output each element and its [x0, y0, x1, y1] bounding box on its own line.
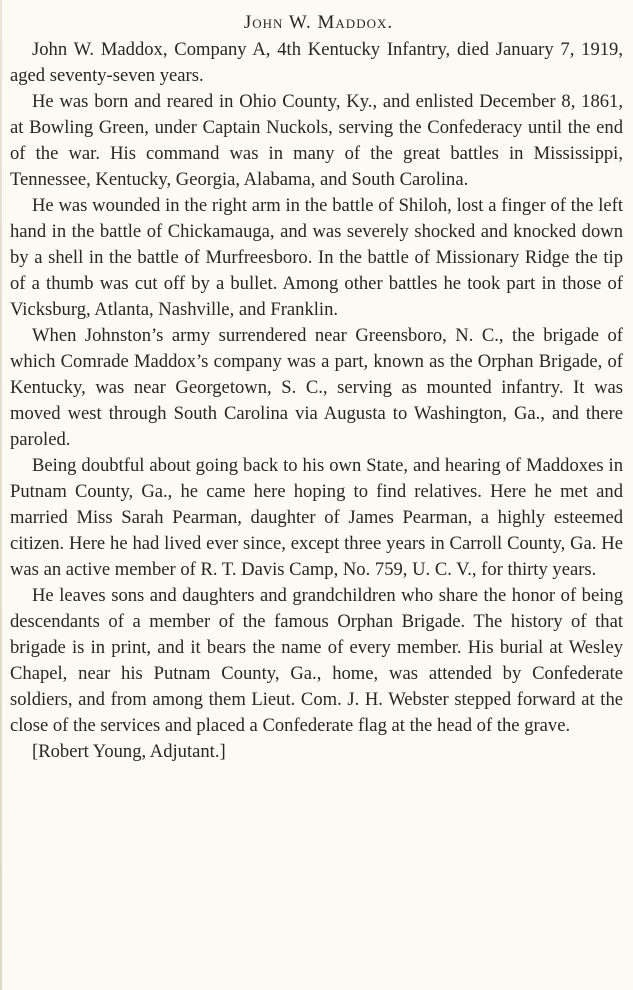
- paragraph-wounds: He was wounded in the right arm in the battle of Shiloh, lost a finger of the left hand in the battle of Chickamauga, and was severely shocked and knocked down by a shell in the battle of Murfreesboro. In the battle of Missionary Ridge the tip of a thumb was cut off by a bullet. Among other battles he took part in those of Vicksburg, Atlanta, Nashville, and Franklin.: [10, 195, 623, 320]
- paragraph-surrender: When Johnston’s army surrendered near Greensboro, N. C., the brigade of which Comrade Maddox’s company was a part, known as the Orphan Brigade, of Kentucky, was near Georgetown, S. C., serving as mounted infantry. It was moved west through South Carolina via Augusta to Washington, Ga., and there paroled.: [10, 325, 623, 450]
- paragraph-burial: He leaves sons and daughters and grandchildren who share the honor of being descendants of a member of the famous Orphan Brigade. The history of that brigade is in print, and it bears the name of every member. His burial at Wesley Chapel, near his Putnam County, Ga., home, was attended by Confederate soldiers, and from among them Lieut. Com. J. H. Webster stepped forward at the close of the services and placed a Confederate flag at the head of the grave.: [10, 585, 623, 736]
- paragraph-marriage: Being doubtful about going back to his own State, and hearing of Maddoxes in Putnam County, Ga., he came here hoping to find relatives. Here he met and married Miss Sarah Pearman, daughter of James Pearman, a highly esteemed citizen. Here he had lived ever since, except three years in Carroll County, Ga. He was an active member of R. T. Davis Camp, No. 759, U. C. V., for thirty years.: [10, 455, 623, 580]
- paragraph-enlistment: He was born and reared in Ohio County, Ky., and enlisted December 8, 1861, at Bowling Green, under Captain Nuckols, serving the Confederacy until the end of the war. His command was in many of the great battles in Mississippi, Tennessee, Kentucky, Georgia, Alabama, and South Carolina.: [10, 91, 623, 190]
- article-title: John W. Maddox.: [243, 12, 394, 33]
- signature: [Robert Young, Adjutant.]: [32, 741, 226, 762]
- paragraph-death-notice: John W. Maddox, Company A, 4th Kentucky Infantry, died January 7, 1919, aged seventy-seven years.: [10, 39, 623, 86]
